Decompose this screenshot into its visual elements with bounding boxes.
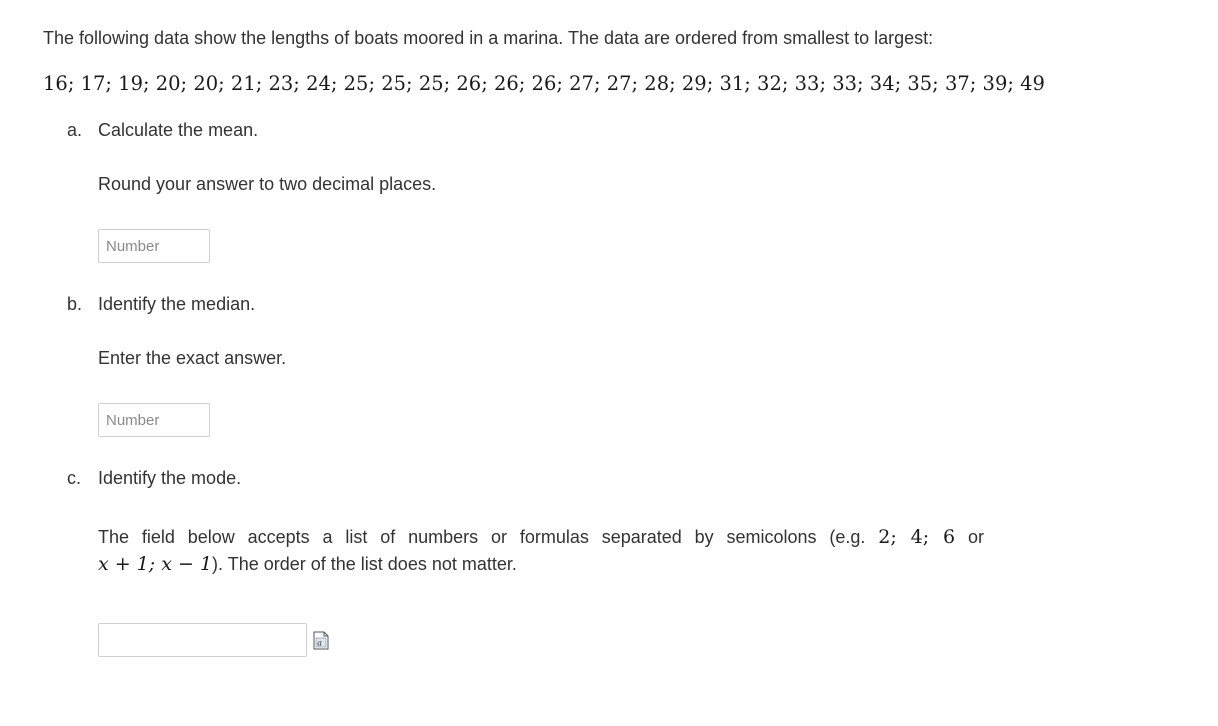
hint-suffix: ). The order of the list does not matter. <box>212 554 517 574</box>
hint-or: or <box>967 527 984 547</box>
part-a-question: Calculate the mean. <box>98 120 259 140</box>
part-b-letter: b. <box>67 294 83 314</box>
hint-text: The field below accepts a list of numbers or formulas separated by semicolons (e.g. <box>98 527 866 547</box>
equation-editor-icon[interactable] <box>313 631 329 650</box>
mode-answer-input[interactable] <box>98 623 307 657</box>
part-a-letter: a. <box>67 120 83 140</box>
svg-text:a: a <box>317 638 322 648</box>
part-c-question: Identify the mode. <box>98 468 242 488</box>
mode-field-hint-line2 <box>98 551 517 578</box>
hint-example-formulas: x + 1; x − 1 <box>98 553 213 575</box>
part-b-question: Identify the median. <box>98 294 256 314</box>
part-b-instruction: Enter the exact answer. <box>98 348 287 368</box>
part-c-letter: c. <box>67 468 82 488</box>
problem-intro: The following data show the lengths of boats moored in a marina. The data are ordered from smallest to largest: <box>43 28 934 48</box>
part-a-instruction: Round your answer to two decimal places. <box>98 174 437 194</box>
mode-field-hint-line1 <box>98 524 984 551</box>
mean-answer-input[interactable] <box>98 229 210 263</box>
hint-example-numbers: 2; 4; 6 <box>878 526 956 548</box>
data-values: 16; 17; 19; 20; 20; 21; 23; 24; 25; 25; 25; 26; 26; 26; 27; 27; 28; 29; 31; 32; 33; 33; 34; 35; 37; 39; 49 <box>43 72 1045 95</box>
median-answer-input[interactable] <box>98 403 210 437</box>
